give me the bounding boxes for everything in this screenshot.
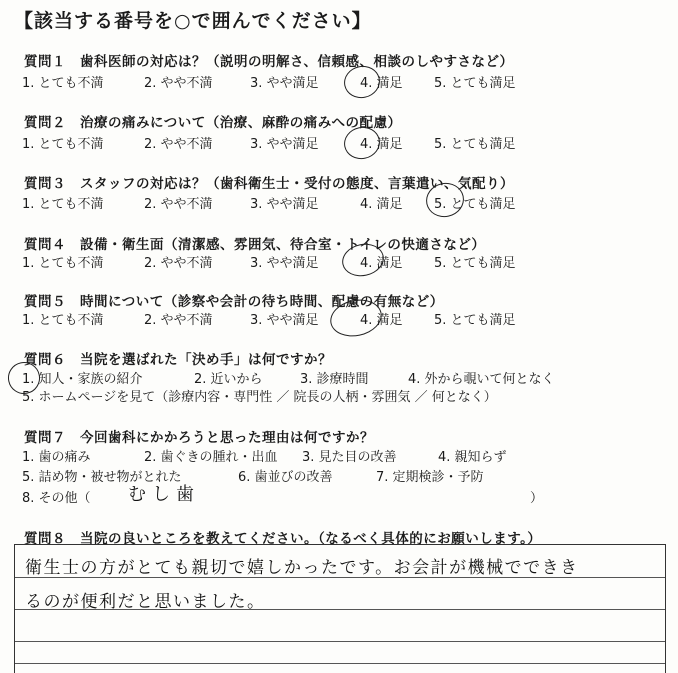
- question-2-text: 治療の痛みについて（治療、麻酔の痛みへの配慮）: [80, 115, 402, 131]
- question-1: [24, 50, 513, 70]
- question-4: [24, 233, 485, 253]
- question-8-text: 当院の良いところを教えてください。（なるべく具体的にお願いします。）: [80, 531, 542, 547]
- answer-rule-4: [15, 663, 665, 664]
- question-2: [24, 111, 401, 131]
- q3-option-3[interactable]: 3. やや満足: [250, 197, 319, 212]
- q4-option-3[interactable]: 3. やや満足: [250, 256, 319, 271]
- q7-option-8-label[interactable]: 8. その他（: [22, 491, 91, 506]
- q8-answer-box[interactable]: [14, 544, 666, 673]
- q7-other-handwritten-answer: むし歯: [128, 484, 200, 505]
- q2-option-5[interactable]: 5. とても満足: [434, 137, 516, 152]
- q6-option-4[interactable]: 4. 外から覗いて何となく: [408, 372, 555, 387]
- question-5-number: 質問５: [24, 294, 66, 310]
- q4-option-4[interactable]: 4. 満足: [360, 256, 403, 271]
- q4-option-2[interactable]: 2. やや不満: [144, 256, 213, 271]
- q5-option-4[interactable]: 4. 満足: [360, 313, 403, 328]
- q8-handwritten-line-2: るのが便利だと思いました。: [25, 592, 266, 612]
- q6-option-1[interactable]: 1. 知人・家族の紹介: [22, 372, 143, 387]
- q2-option-3[interactable]: 3. やや満足: [250, 137, 319, 152]
- q1-option-1[interactable]: 1. とても不満: [22, 76, 104, 91]
- question-8-number: 質問８: [24, 531, 66, 547]
- q6-option-2[interactable]: 2. 近いから: [194, 372, 263, 387]
- q1-option-4[interactable]: 4. 満足: [360, 76, 403, 91]
- question-7-number: 質問７: [24, 430, 66, 446]
- question-4-text: 設備・衛生面（清潔感、雰囲気、待合室・トイレの快適さなど）: [80, 237, 486, 253]
- question-6: [24, 348, 332, 368]
- q7-option-5[interactable]: 5. 詰め物・被せ物がとれた: [22, 470, 182, 485]
- q7-option-4[interactable]: 4. 親知らず: [438, 450, 507, 465]
- q5-option-3[interactable]: 3. やや満足: [250, 313, 319, 328]
- q1-option-3[interactable]: 3. やや満足: [250, 76, 319, 91]
- q3-option-1[interactable]: 1. とても不満: [22, 197, 104, 212]
- q7-option-2[interactable]: 2. 歯ぐきの腫れ・出血: [144, 450, 278, 465]
- q2-option-4[interactable]: 4. 満足: [360, 137, 403, 152]
- question-1-text: 歯科医師の対応は？（説明の明解さ、信頼感、相談のしやすさなど）: [80, 54, 514, 70]
- question-4-number: 質問４: [24, 237, 66, 253]
- q7-option-6[interactable]: 6. 歯並びの改善: [238, 470, 333, 485]
- q6-option-3[interactable]: 3. 診療時間: [300, 372, 369, 387]
- question-7: [24, 426, 374, 446]
- answer-rule-3: [15, 641, 665, 642]
- q7-option-3[interactable]: 3. 見た目の改善: [302, 450, 397, 465]
- question-1-number: 質問１: [24, 54, 66, 70]
- instruction-header: 【該当する番号を○で囲んでください】: [14, 10, 372, 32]
- q2-option-1[interactable]: 1. とても不満: [22, 137, 104, 152]
- q4-option-1[interactable]: 1. とても不満: [22, 256, 104, 271]
- question-3-number: 質問３: [24, 176, 66, 192]
- q6-option-5[interactable]: 5. ホームページを見て（診療内容・専門性 ／ 院長の人柄・雰囲気 ／ 何となく）: [22, 390, 497, 405]
- question-6-text: 当院を選ばれた「決め手」は何ですか？: [80, 352, 332, 368]
- question-2-number: 質問２: [24, 115, 66, 131]
- q8-handwritten-line-1: 衛生士の方がとても親切で嬉しかったです。お会計が機械でできき: [25, 558, 579, 578]
- q3-option-4[interactable]: 4. 満足: [360, 197, 403, 212]
- q5-option-5[interactable]: 5. とても満足: [434, 313, 516, 328]
- question-7-text: 今回歯科にかかろうと思った理由は何ですか？: [80, 430, 374, 446]
- q1-option-2[interactable]: 2. やや不満: [144, 76, 213, 91]
- question-3-text: スタッフの対応は？（歯科衛生士・受付の態度、言葉遣い、気配り）: [80, 176, 514, 192]
- question-6-number: 質問６: [24, 352, 66, 368]
- q7-other-close-paren: ）: [530, 491, 544, 506]
- q5-option-2[interactable]: 2. やや不満: [144, 313, 213, 328]
- q4-option-5[interactable]: 5. とても満足: [434, 256, 516, 271]
- q3-option-5[interactable]: 5. とても満足: [434, 197, 516, 212]
- question-5-text: 時間について（診察や会計の待ち時間、配慮の有無など）: [80, 294, 444, 310]
- q1-option-5[interactable]: 5. とても満足: [434, 76, 516, 91]
- q2-option-2[interactable]: 2. やや不満: [144, 137, 213, 152]
- question-5: [24, 290, 444, 310]
- q3-option-2[interactable]: 2. やや不満: [144, 197, 213, 212]
- q5-option-1[interactable]: 1. とても不満: [22, 313, 104, 328]
- q7-option-7[interactable]: 7. 定期検診・予防: [376, 470, 484, 485]
- q7-option-1[interactable]: 1. 歯の痛み: [22, 450, 91, 465]
